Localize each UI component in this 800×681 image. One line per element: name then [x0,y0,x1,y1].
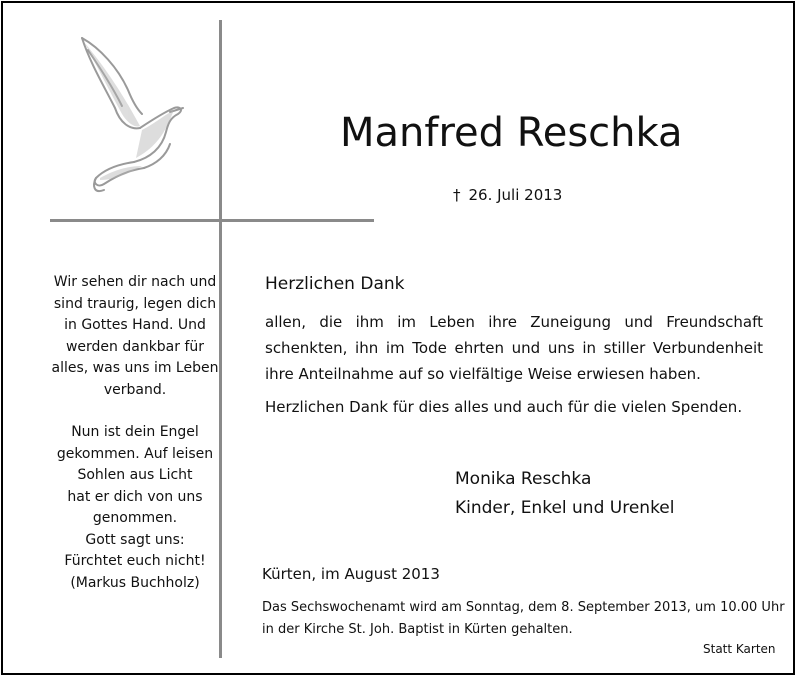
signature-line-1: Monika Reschka [455,469,592,489]
thanks-title: Herzlichen Dank [265,274,405,294]
poem-stanza-2 [40,422,230,594]
poem-line: Wir sehen dir nach und [53,274,217,290]
thanks-donations: Herzlichen Dank für dies alles und auch für die vielen Spenden. [265,398,743,416]
death-date [453,186,562,204]
poem-author: (Markus Buchholz) [70,574,200,591]
poem-line: sind traurig, legen dich [53,295,217,312]
dove-icon [70,28,190,198]
poem [40,272,230,615]
poem-line: Fürchtet euch nicht! [64,553,206,569]
poem-line: Sohlen aus Licht [77,467,193,483]
poem-stanza-1 [40,272,230,401]
poem-line: verband. [103,381,167,398]
statt-karten: Statt Karten [703,642,776,656]
poem-line: Nun ist dein Engel [71,424,199,440]
mass-notice [262,597,797,641]
poem-line: gekommen. Auf leisen [56,445,214,462]
mass-notice-line-2: in der Kirche St. Joh. Baptist in Kürten gehalten. [262,622,573,637]
poem-line: werden dankbar für [65,338,205,355]
death-date-text: 26. Juli 2013 [468,186,563,204]
thanks-body: allen, die ihm im Leben ihre Zuneigung und Freundschaft schenkten, ihn im Tode ehrten und uns in stiller Verbundenheit ihre Anteilnahme auf so vielfältige Weise erwiesen haben. [265,313,763,383]
poem-line: alles, was uns im Leben [51,360,219,376]
poem-line: genommen. [92,510,178,526]
poem-line: hat er dich von uns [67,488,203,505]
signature-line-2: Kinder, Enkel und Urenkel [455,498,675,518]
poem-line: in Gottes Hand. Und [64,317,206,333]
place-date: Kürten, im August 2013 [262,565,440,583]
deceased-name: Manfred Reschka [340,110,683,156]
cross-horizontal-bar [50,219,374,222]
death-symbol: † [453,186,461,204]
mass-notice-line-1: Das Sechswochenamt wird am Sonntag, dem 8. September 2013, um 10.00 Uhr [262,600,785,615]
poem-line: Gott sagt uns: [85,531,185,548]
signature [455,465,675,523]
